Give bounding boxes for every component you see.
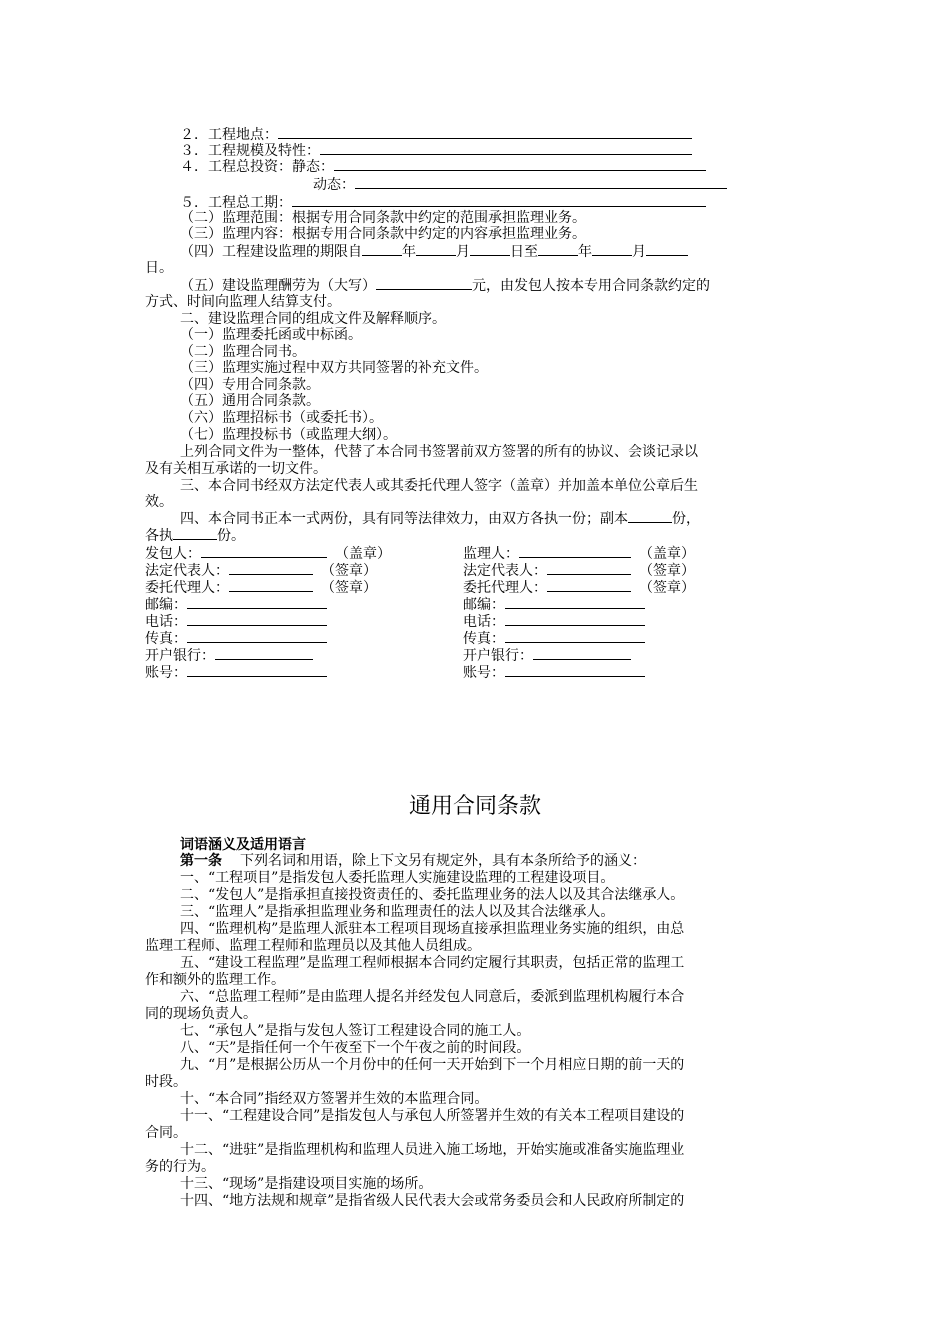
definition-line: 六、“总监理工程师”是由监理人提名并经发包人同意后，委派到监理机构履行本合 xyxy=(180,989,685,1005)
definition-line: 一、“工程项目”是指发包人委托监理人实施建设监理的工程建设项目。 xyxy=(180,870,615,886)
employer-postcode-field: 邮编： xyxy=(145,596,327,613)
definition-line: 合同。 xyxy=(145,1125,187,1141)
supervisor-field: 监理人： （盖章） xyxy=(463,546,695,562)
employer-account-field: 账号： xyxy=(145,664,327,681)
doc-item-5: （五）通用合同条款。 xyxy=(180,393,320,409)
definitions-subheading: 词语涵义及适用语言 xyxy=(180,837,306,853)
general-terms-title: 通用合同条款 xyxy=(408,794,541,819)
fee-line: （五）建设监理酬劳为（大写） 元，由发包人按本专用合同条款约定的 xyxy=(180,278,710,294)
employer-agent-field: 委托代理人： （签章） xyxy=(145,580,377,596)
content-line: （三）监理内容：根据专用合同条款中约定的内容承担监理业务。 xyxy=(180,226,586,242)
definition-line: 三、“监理人”是指承担监理业务和监理责任的法人以及其合法继承人。 xyxy=(180,904,615,920)
definition-line: 八、“天”是指任何一个午夜至下一个午夜之前的时间段。 xyxy=(180,1040,531,1056)
employer-fax-field: 传真： xyxy=(145,630,327,647)
project-location-line: ２．工程地点： xyxy=(180,126,692,143)
definition-line: 务的行为。 xyxy=(145,1159,215,1175)
definition-line: 七、“承包人”是指与发包人签订工程建设合同的施工人。 xyxy=(180,1023,531,1039)
supervisor-account-field: 账号： xyxy=(463,664,645,681)
supervisor-bank-field: 开户银行： xyxy=(463,647,631,664)
doc-item-2: （二）监理合同书。 xyxy=(180,344,306,360)
definition-line: 十一、“工程建设合同”是指发包人与承包人所签署并生效的有关本工程项目建设的 xyxy=(180,1108,685,1124)
definition-line: 十二、“进驻”是指监理机构和监理人员进入施工场地，开始实施或准备实施监理业 xyxy=(180,1142,685,1158)
period-line: （四）工程建设监理的期限自 年 月 日至 年 月 xyxy=(180,243,688,260)
supervisor-postcode-field: 邮编： xyxy=(463,596,645,613)
project-investment-dynamic-line: 动态： xyxy=(313,176,727,193)
project-duration-line: ５．工程总工期： xyxy=(180,194,706,211)
section3-line1: 三、本合同书经双方法定代表人或其委托代理人签字（盖章）并加盖本单位公章后生 xyxy=(180,478,698,494)
section2-heading: 二、建设监理合同的组成文件及解释顺序。 xyxy=(180,311,446,327)
docs-paragraph-line2: 及有关相互承诺的一切文件。 xyxy=(145,461,327,477)
doc-item-1: （一）监理委托函或中标函。 xyxy=(180,327,362,343)
definition-line: 四、“监理机构”是监理人派驻本工程项目现场直接承担监理业务实施的组织，由总 xyxy=(180,921,685,937)
period-line-end: 日。 xyxy=(145,260,173,276)
scope-line: （二）监理范围：根据专用合同条款中约定的范围承担监理业务。 xyxy=(180,210,586,226)
definition-line: 同的现场负责人。 xyxy=(145,1006,257,1022)
supervisor-fax-field: 传真： xyxy=(463,630,645,647)
definition-line: 五、“建设工程监理”是监理工程师根据本合同约定履行其职责，包括正常的监理工 xyxy=(180,955,685,971)
project-investment-static-line: ４．工程总投资：静态： xyxy=(180,158,706,175)
supervisor-agent-field: 委托代理人： （签章） xyxy=(463,580,695,596)
employer-phone-field: 电话： xyxy=(145,613,327,630)
employer-field: 发包人： （盖章） xyxy=(145,546,391,562)
definition-line: 二、“发包人”是指承担直接投资责任的、委托监理业务的法人以及其合法继承人。 xyxy=(180,887,685,903)
definition-line: 作和额外的监理工作。 xyxy=(145,972,285,988)
docs-paragraph-line1: 上列合同文件为一整体，代替了本合同书签署前双方签署的所有的协议、会谈记录以 xyxy=(180,444,698,460)
article-1-line: 第一条 下列名词和用语，除上下文另有规定外，具有本条所给予的涵义： xyxy=(180,853,646,869)
project-scale-line: ３．工程规模及特性： xyxy=(180,142,692,159)
supervisor-phone-field: 电话： xyxy=(463,613,645,630)
definition-line: 时段。 xyxy=(145,1074,187,1090)
section3-line2: 效。 xyxy=(145,494,173,510)
employer-bank-field: 开户银行： xyxy=(145,647,313,664)
definition-line: 九、“月”是根据公历从一个月份中的任何一天开始到下一个月相应日期的前一天的 xyxy=(180,1057,685,1073)
definition-line: 十、“本合同”指经双方签署并生效的本监理合同。 xyxy=(180,1091,489,1107)
doc-item-7: （七）监理投标书（或监理大纲）。 xyxy=(180,427,397,443)
definition-line: 十四、“地方法规和规章”是指省级人民代表大会或常务委员会和人民政府所制定的 xyxy=(180,1193,685,1209)
doc-item-6: （六）监理招标书（或委托书）。 xyxy=(180,410,383,426)
employer-legal-rep-field: 法定代表人： （签章） xyxy=(145,563,377,579)
definition-line: 十三、“现场”是指建设项目实施的场所。 xyxy=(180,1176,433,1192)
definition-line: 监理工程师、监理工程师和监理员以及其他人员组成。 xyxy=(145,938,481,954)
section4-line2: 各执 份。 xyxy=(145,528,245,544)
section4-line1: 四、本合同书正本一式两份，具有同等法律效力，由双方各执一份；副本 份， xyxy=(180,511,700,527)
supervisor-legal-rep-field: 法定代表人： （签章） xyxy=(463,563,695,579)
fee-line-end: 方式、时间向监理人结算支付。 xyxy=(145,294,341,310)
doc-item-3: （三）监理实施过程中双方共同签署的补充文件。 xyxy=(180,360,488,376)
doc-item-4: （四）专用合同条款。 xyxy=(180,377,320,393)
